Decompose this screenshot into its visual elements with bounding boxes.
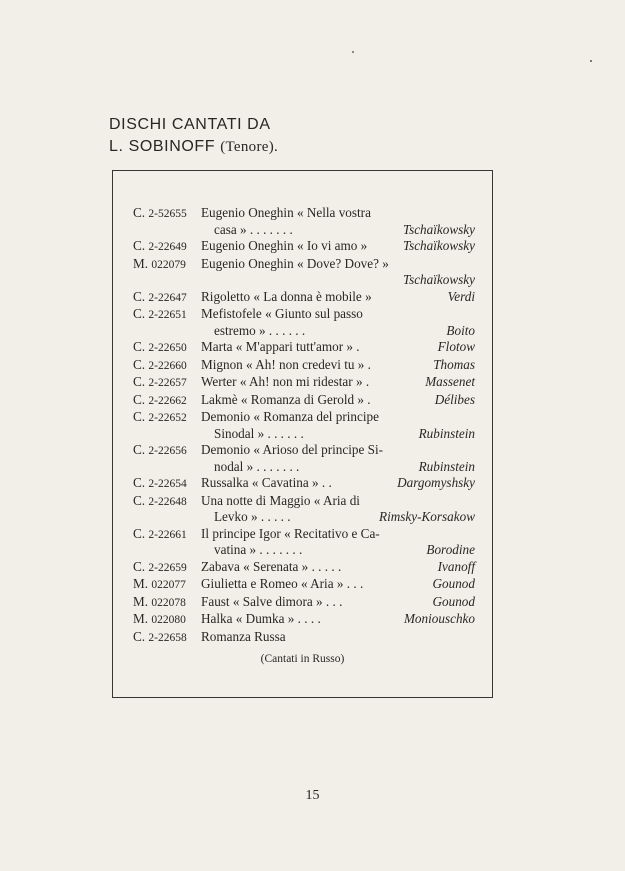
catalog-prefix: C. [133,205,146,220]
record-list-box [112,170,493,698]
title-text: Werter « Ah! non mi ridestar » . [201,374,370,389]
catalog-number [133,357,201,375]
catalog-prefix: C. [133,492,146,508]
composer-name: Gounod [432,576,475,591]
record-entry [133,629,475,647]
title-text: Demonio « Arioso del principe Si- [201,442,384,457]
catalog-prefix: C. [133,288,146,304]
catalog-number [133,374,201,392]
entry-line [201,611,475,628]
composer-name: Dargomyshsky [397,475,475,490]
title-text: Halka « Dumka » . . . . [201,611,321,626]
catalog-code: 2-22651 [148,309,187,321]
catalog-number [133,493,201,526]
catalog-prefix: C. [133,339,146,354]
catalog-code: 2-22658 [148,631,187,644]
composer-name: Rubinstein [418,425,475,441]
entry-line [201,238,475,255]
record-entry [133,374,475,392]
catalog-number [133,576,201,594]
catalog-prefix: C. [133,374,146,389]
catalog-code: 2-22657 [148,377,187,389]
entry-line [201,222,475,239]
entry-line [201,509,475,526]
composer-name: Tschaïkowsky [402,221,475,237]
catalog-number [133,339,201,357]
composer-name: Rimsky-Korsakow [379,509,475,524]
composer-name: Boito [446,322,475,338]
title-text: vatina » . . . . . . . [214,542,303,557]
entry-line [201,426,475,443]
catalog-code: 2-22650 [148,342,187,354]
composer-name: Flotow [437,339,475,354]
catalog-prefix: M. [133,593,149,609]
catalog-prefix: M. [133,576,149,591]
title-text: Il principe Igor « Recitativo e Ca- [201,525,380,541]
catalog-code: 2-22660 [148,359,187,372]
entry-line [201,392,475,409]
composer-name: Tschaïkowsky [402,238,475,253]
catalog-prefix: M. [133,611,149,626]
catalog-number [133,559,201,577]
record-entry [133,357,475,375]
catalog-prefix: C. [133,558,146,574]
composer-name: Rubinstein [418,458,475,474]
catalog-code: 2-22649 [148,241,187,253]
title-text: Romanza Russa [201,628,286,644]
catalog-number [133,594,201,612]
catalog-code: 2-22661 [148,528,187,541]
catalog-prefix: C. [133,475,146,490]
catalog-number [133,289,201,307]
composer-name: Délibes [434,391,475,407]
catalog-code: 2-22647 [148,291,187,304]
catalog-code: 2-52655 [148,208,187,220]
title-text: Faust « Salve dimora » . . . [201,593,343,609]
title-text: Mefistofele « Giunto sul passo [201,306,363,321]
title-text: Zabava « Serenata » . . . . . [201,558,342,574]
entry-line [201,442,475,459]
composer-name: Massenet [425,374,475,389]
page-number: 15 [305,788,320,803]
composer-name: Thomas [433,356,475,372]
catalog-number [133,238,201,256]
record-entry [133,526,475,559]
entry-line [201,357,475,374]
catalog-number [133,629,201,647]
title-text: Sinodal » . . . . . . [214,425,304,441]
record-entry [133,289,475,307]
composer-name: Tschaïkowsky [402,272,475,287]
entry-line [201,594,475,611]
title-text: Giulietta e Romeo « Aria » . . . [201,576,364,591]
record-entry [133,306,475,339]
title-text: casa » . . . . . . . [214,221,293,237]
title-text: Demonio « Romanza del principe [201,409,379,424]
language-note: (Cantati in Russo) [260,653,345,665]
catalog-code: 022078 [151,596,186,609]
entry-line [201,256,475,273]
title-text: Eugenio Oneghin « Nella vostra [201,205,371,220]
record-entry [133,392,475,410]
title-text: Levko » . . . . . [214,509,291,524]
title-text: nodal » . . . . . . . [214,458,300,474]
entry-line [201,374,475,391]
record-entry [133,594,475,612]
paper-speck [590,60,592,62]
title-text: Una notte di Maggio « Aria di [201,492,360,508]
page-title [109,114,278,158]
record-entry [133,559,475,577]
catalog-prefix: C. [133,409,146,424]
catalog-prefix: C. [133,356,146,372]
catalog-code: 2-22652 [148,412,187,424]
record-entry [133,205,475,238]
record-entry [133,409,475,442]
singer-role: (Tenore). [220,139,279,155]
title-text: Russalka « Cavatina » . . [201,475,332,490]
catalog-number [133,392,201,410]
title-text: Rigoletto « La donna è mobile » [201,288,372,304]
composer-name: Verdi [447,288,475,304]
catalog-code: 022080 [151,614,186,626]
title-text: Eugenio Oneghin « Io vi amo » [201,238,368,253]
entry-line [201,629,475,646]
title-text: Eugenio Oneghin « Dove? Dove? » [201,255,389,271]
title-text: Lakmè « Romanza di Gerold » . [201,391,371,407]
entry-line [201,493,475,510]
entry-line [201,306,475,323]
composer-name: Ivanoff [437,558,475,574]
title-text: estremo » . . . . . . [214,322,306,338]
catalog-prefix: C. [133,628,146,644]
record-entry [133,256,475,289]
catalog-number [133,526,201,559]
catalog-prefix: C. [133,238,146,253]
record-list [133,205,475,646]
catalog-number [133,611,201,629]
record-entry [133,576,475,594]
catalog-prefix: C. [133,442,146,457]
catalog-number [133,475,201,493]
entry-line [201,289,475,306]
entry-line [201,272,475,289]
catalog-prefix: C. [133,306,146,321]
catalog-number [133,306,201,339]
entry-line [201,323,475,340]
entry-line [201,459,475,476]
record-entry [133,475,475,493]
catalog-code: 022077 [151,579,186,591]
record-entry [133,238,475,256]
composer-name: Moniouschko [403,611,475,626]
catalog-number [133,205,201,238]
title-line-2 [109,136,278,158]
catalog-code: 022079 [151,258,186,271]
record-entry [133,493,475,526]
singer-name: L. SOBINOFF [109,138,216,155]
catalog-number [133,256,201,289]
catalog-prefix: C. [133,391,146,407]
entry-line [201,559,475,576]
title-line-1: DISCHI CANTATI DA [109,116,271,133]
catalog-code: 2-22662 [148,394,187,407]
paper-speck [352,51,354,53]
catalog-prefix: M. [133,255,149,271]
catalog-code: 2-22659 [148,561,187,574]
entry-line [201,339,475,356]
catalog-number [133,409,201,442]
catalog-code: 2-22654 [148,478,187,490]
title-text: Marta « M'appari tutt'amor » . [201,339,360,354]
entry-line [201,205,475,222]
catalog-code: 2-22648 [148,495,187,508]
record-entry [133,442,475,475]
catalog-prefix: C. [133,525,146,541]
entry-line [201,475,475,492]
entry-line [201,576,475,593]
catalog-code: 2-22656 [148,445,187,457]
catalog-number [133,442,201,475]
entry-line [201,526,475,543]
entry-line [201,542,475,559]
composer-name: Gounod [432,593,475,609]
composer-name: Borodine [426,542,475,557]
title-text: Mignon « Ah! non credevi tu » . [201,356,371,372]
record-entry [133,339,475,357]
record-entry [133,611,475,629]
entry-line [201,409,475,426]
